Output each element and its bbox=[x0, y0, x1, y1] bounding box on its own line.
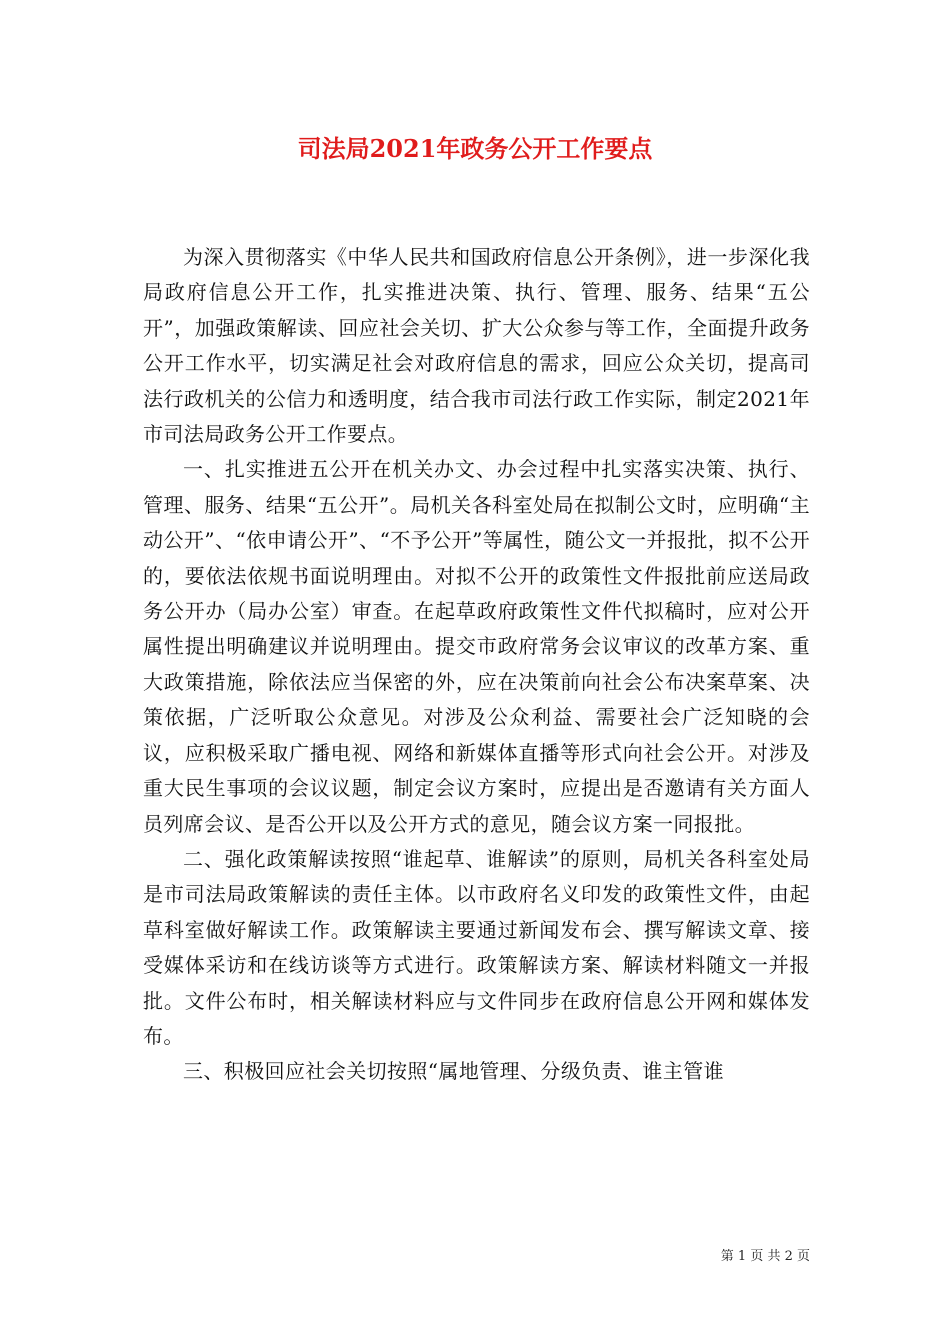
paragraph-intro: 为深入贯彻落实《中华人民共和国政府信息公开条例》，进一步深化我局政府信息公开工作，扎实推进决策、执行、管理、服务、结果“五公开”，加强政策解读、回应社会关切、扩大公众参与等工作，全面提升政务公开工作水平，切实满足社会对政府信息的需求，回应公众关切，提高司法行政机关的公信力和透明度，结合我市司法行政工作实际，制定2021年市司法局政务公开工作要点。 bbox=[143, 245, 810, 447]
document-body bbox=[143, 240, 810, 1090]
paragraph-section-2: 二、强化政策解读按照“谁起草、谁解读”的原则，局机关各科室处局是市司法局政策解读的责任主体。以市政府名义印发的政策性文件，由起草科室做好解读工作。政策解读主要通过新闻发布会、撰写解读文章、接受媒体采访和在线访谈等方式进行。政策解读方案、解读材料随文一并报批。文件公布时，相关解读材料应与文件同步在政府信息公开网和媒体发布。 bbox=[143, 846, 810, 1048]
document-title: 司法局2021年政务公开工作要点 bbox=[297, 134, 653, 163]
paragraph-section-1: 一、扎实推进五公开在机关办文、办会过程中扎实落实决策、执行、管理、服务、结果“五公开”。局机关各科室处局在拟制公文时，应明确“主动公开”、“依申请公开”、“不予公开”等属性，随公文一并报批，拟不公开的，要依法依规书面说明理由。对拟不公开的政策性文件报批前应送局政务公开办（局办公室）审查。在起草政府政策性文件代拟稿时，应对公开属性提出明确建议并说明理由。提交市政府常务会议审议的改革方案、重大政策措施，除依法应当保密的外，应在决策前向社会公布决案草案、决策依据，广泛听取公众意见。对涉及公众利益、需要社会广泛知晓的会议，应积极采取广播电视、网络和新媒体直播等形式向社会公开。对涉及重大民生事项的会议议题，制定会议方案时，应提出是否邀请有关方面人员列席会议、是否公开以及公开方式的意见，随会议方案一同报批。 bbox=[143, 457, 810, 836]
paragraph-section-3: 三、积极回应社会关切按照“属地管理、分级负责、谁主管谁 bbox=[183, 1059, 725, 1084]
page-number: 第 1 页 共 2 页 bbox=[720, 1249, 810, 1264]
